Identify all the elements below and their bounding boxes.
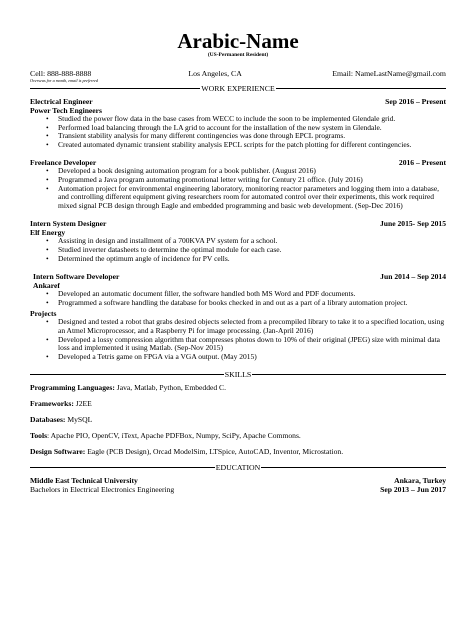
skill-row [30,399,446,408]
residency-status: (US-Permanent Resident) [207,52,269,58]
section-header-education [30,463,446,472]
skill-row [30,415,446,424]
skill-value: J2EE [73,399,92,409]
skill-label: Frameworks: [30,399,74,409]
phone-note: Overseas for a month, email is preferred [30,78,98,83]
bullet-item: • Transient stability analysis for many different contingencies was done through EPCL programs. [58,132,446,141]
education-row [30,485,446,494]
skill-value: : Apache PIO, OpenCV, iText, Apache PDFBox, Numpy, SciPy, Apache Commons. [47,431,301,441]
skill-value: Java, Matlab, Python, Embedded C. [114,383,227,393]
bullet-item: • Studied the power flow data in the base cases from WECC to include the soon to be implemented Glendale grid. [58,115,446,124]
email-address: Email: NameLastName@gmail.com [332,69,446,78]
bullet-item: • Designed and tested a robot that grabs desired objects selected from a precompiled library to take it to a specified location, using an Atmel Microprocessor, and a Raspberry Pi for image processing. (Jan-April 2016) [58,318,446,335]
job-header [30,97,446,106]
job-company: Ankaref [33,281,60,291]
divider-left [30,467,215,468]
skill-label: Databases: [30,415,66,425]
divider-right [252,374,446,375]
education-dates: Sep 2013 – Jun 2017 [380,485,446,495]
job-dates: 2016 – Present [398,158,446,168]
job-entry [30,272,446,361]
phone-block [30,69,98,83]
section-title: SKILLS [224,370,252,380]
bullet-item: • Developed a Tetris game on FPGA via a VGA output. (May 2015) [58,353,446,362]
projects-label: Projects [30,309,57,319]
degree: Bachelors in Electrical Electronics Engineering [30,485,175,495]
bullet-item: • Automation project for environmental engineering laboratory, monitoring reactor parameters and logging them into a database, and controlling different equipment giving researchers room for automated control over their experiments, this work required mixed signal PCB design through Eagle and embedded programming and basic web development. (Sep-Dec 2016) [58,185,446,211]
skill-row [30,447,446,456]
job-entry [30,158,446,210]
school-name: Middle East Technical University [30,476,138,486]
bullet-item: • Determined the optimum angle of incidence for PV cells. [58,255,446,264]
skill-row [30,383,446,392]
bullet-item: • Developed a lossy compression algorithm that compresses photos down to 10% of their original (JPEG) size with minimal data loss and implemented it using Matlab. (Sep-Nov 2015) [58,336,446,353]
skill-label: Tools [30,431,48,441]
applicant-name: Arabic-Name [177,29,299,53]
education-row [30,476,446,485]
project-bullets [30,318,446,361]
job-title: Electrical Engineer [30,97,93,106]
bullet-item: • Studied inverter datasheets to determine the optimal module for each case. [58,246,446,255]
divider-right [276,88,446,89]
job-bullets [30,115,446,149]
school-location: Ankara, Turkey [394,476,446,486]
job-dates: Sep 2016 – Present [385,97,446,106]
bullet-item: • Assisting in design and installment of a 700KVA PV system for a school. [58,237,446,246]
bullet-item: • Developed a book designing automation program for a book publisher. (August 2016) [58,167,446,176]
job-bullets [30,290,446,307]
job-company: Power Tech Engineers [30,106,102,115]
job-title: Freelance Developer [30,158,97,168]
phone-number: Cell: 888-888-8888 [30,69,92,78]
job-title: Intern Software Developer [33,272,120,282]
section-header-skills [30,370,446,379]
skill-row [30,431,446,440]
section-title: WORK EXPERIENCE [201,84,275,93]
location: Los Angeles, CA [188,69,242,78]
bullet-item: • Created automated dynamic transient stability analysis EPCL scripts for the patch plotting for different contingencies. [58,141,446,150]
job-dates: June 2015- Sep 2015 [379,219,446,229]
job-dates: Jun 2014 – Sep 2014 [380,272,446,282]
divider-right [261,467,446,468]
job-entry [30,97,446,149]
bullet-item: • Programmed a software handling the database for books checked in and out as a part of a library automation project. [58,299,446,308]
job-title: Intern System Designer [30,219,107,229]
skill-label: Design Software: [30,447,86,457]
job-company: Elf Energy [30,228,66,238]
bullet-item: • Developed an automatic document filler, the software handled both MS Word and PDF documents. [58,290,446,299]
job-entry [30,219,446,263]
bullet-item: • Programmed a Java program automating promotional letter writing for Century 21 office. (July 2016) [58,176,446,185]
resume-page [0,30,474,643]
section-header-experience [30,84,446,93]
divider-left [30,88,200,89]
section-title: EDUCATION [215,463,261,473]
divider-left [30,374,224,375]
contact-row [30,69,446,83]
skill-value: Eagle (PCB Design), Orcad ModelSim, LTSpice, AutoCAD, Inventor, Microstation. [85,447,344,457]
job-header [30,272,446,281]
skill-label: Programming Languages: [30,383,115,393]
skill-value: MySQL [65,415,93,425]
job-bullets [30,237,446,263]
bullet-item: • Performed load balancing through the LA grid to account for the installation of the new system in Glendale. [58,124,446,133]
job-bullets [30,167,446,210]
job-header [30,219,446,228]
